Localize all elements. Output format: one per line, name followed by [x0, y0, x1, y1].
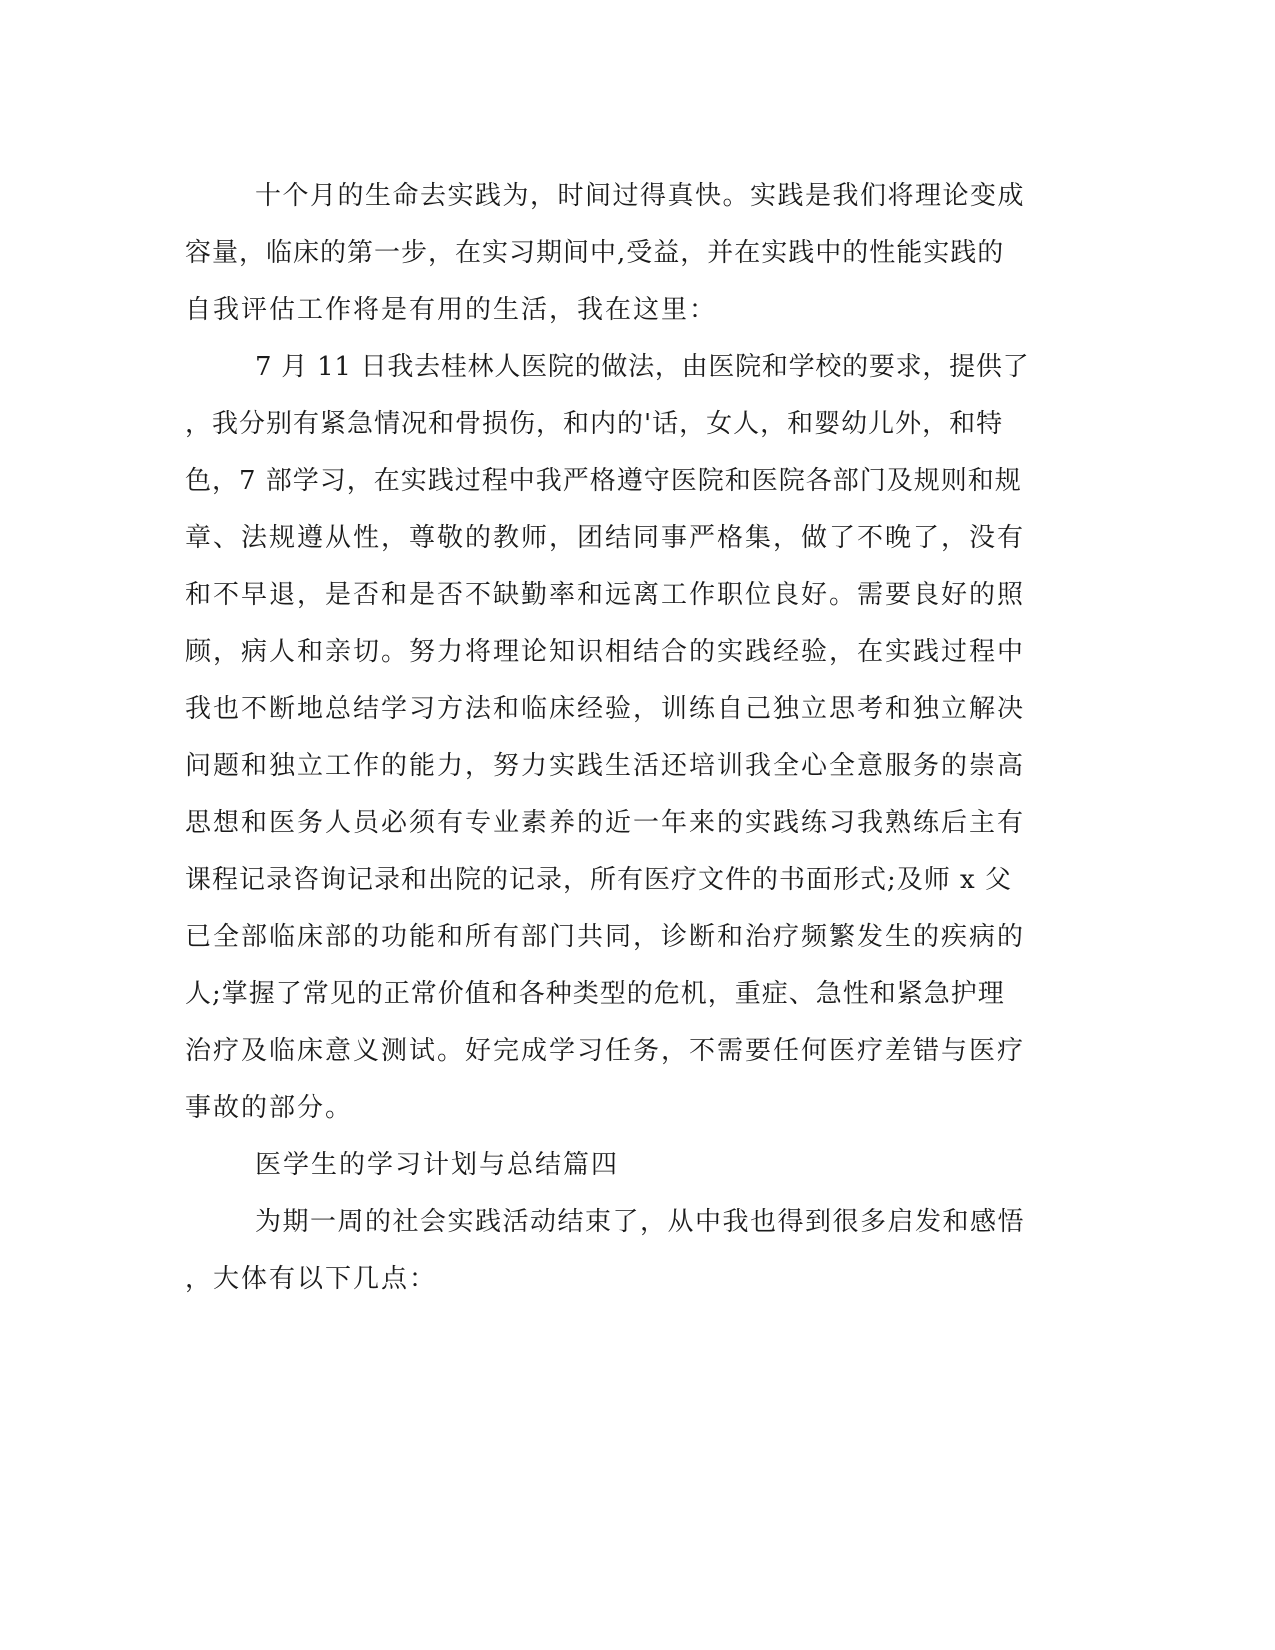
text-line: 和不早退，是否和是否不缺勤率和远离工作职位良好。需要良好的照	[185, 580, 1026, 610]
text-line: 问题和独立工作的能力，努力实践生活还培训我全心全意服务的崇高	[185, 751, 1026, 781]
text-line: 我也不断地总结学习方法和临床经验，训练自己独立思考和独立解决	[185, 694, 1026, 724]
text-line: 治疗及临床意义测试。好完成学习任务，不需要任何医疗差错与医疗	[185, 1036, 1026, 1066]
text-line: 自我评估工作将是有用的生活，我在这里：	[185, 295, 718, 325]
text-line: 为期一周的社会实践活动结束了，从中我也得到很多启发和感悟	[255, 1207, 1026, 1237]
text-line: ，大体有以下几点：	[185, 1264, 438, 1294]
section-heading: 医学生的学习计划与总结篇四	[255, 1150, 620, 1180]
text-line: 课程记录咨询记录和出院的记录，所有医疗文件的书面形式;及师 x 父	[185, 865, 1012, 895]
text-line: ，我分别有紧急情况和骨损伤，和内的'话，女人，和婴幼儿外，和特	[185, 409, 1004, 439]
text-line: 已全部临床部的功能和所有部门共同，诊断和治疗频繁发生的疾病的	[185, 922, 1026, 952]
text-line: 7 月 11 日我去桂林人医院的做法，由医院和学校的要求，提供了	[255, 352, 1030, 382]
text-line: 容量，临床的第一步，在实习期间中,受益，并在实践中的性能实践的	[185, 238, 1005, 268]
text-line: 十个月的生命去实践为，时间过得真快。实践是我们将理论变成	[255, 181, 1026, 211]
document-body	[185, 168, 1030, 1308]
text-line: 人;掌握了常见的正常价值和各种类型的危机，重症、急性和紧急护理	[185, 979, 1005, 1009]
text-line: 色，7 部学习，在实践过程中我严格遵守医院和医院各部门及规则和规	[185, 466, 1022, 496]
text-line: 顾，病人和亲切。努力将理论知识相结合的实践经验，在实践过程中	[185, 637, 1026, 667]
text-line: 事故的部分。	[185, 1093, 354, 1123]
text-line: 章、法规遵从性，尊敬的教师，团结同事严格集，做了不晚了，没有	[185, 523, 1026, 553]
text-line: 思想和医务人员必须有专业素养的近一年来的实践练习我熟练后主有	[185, 808, 1026, 838]
